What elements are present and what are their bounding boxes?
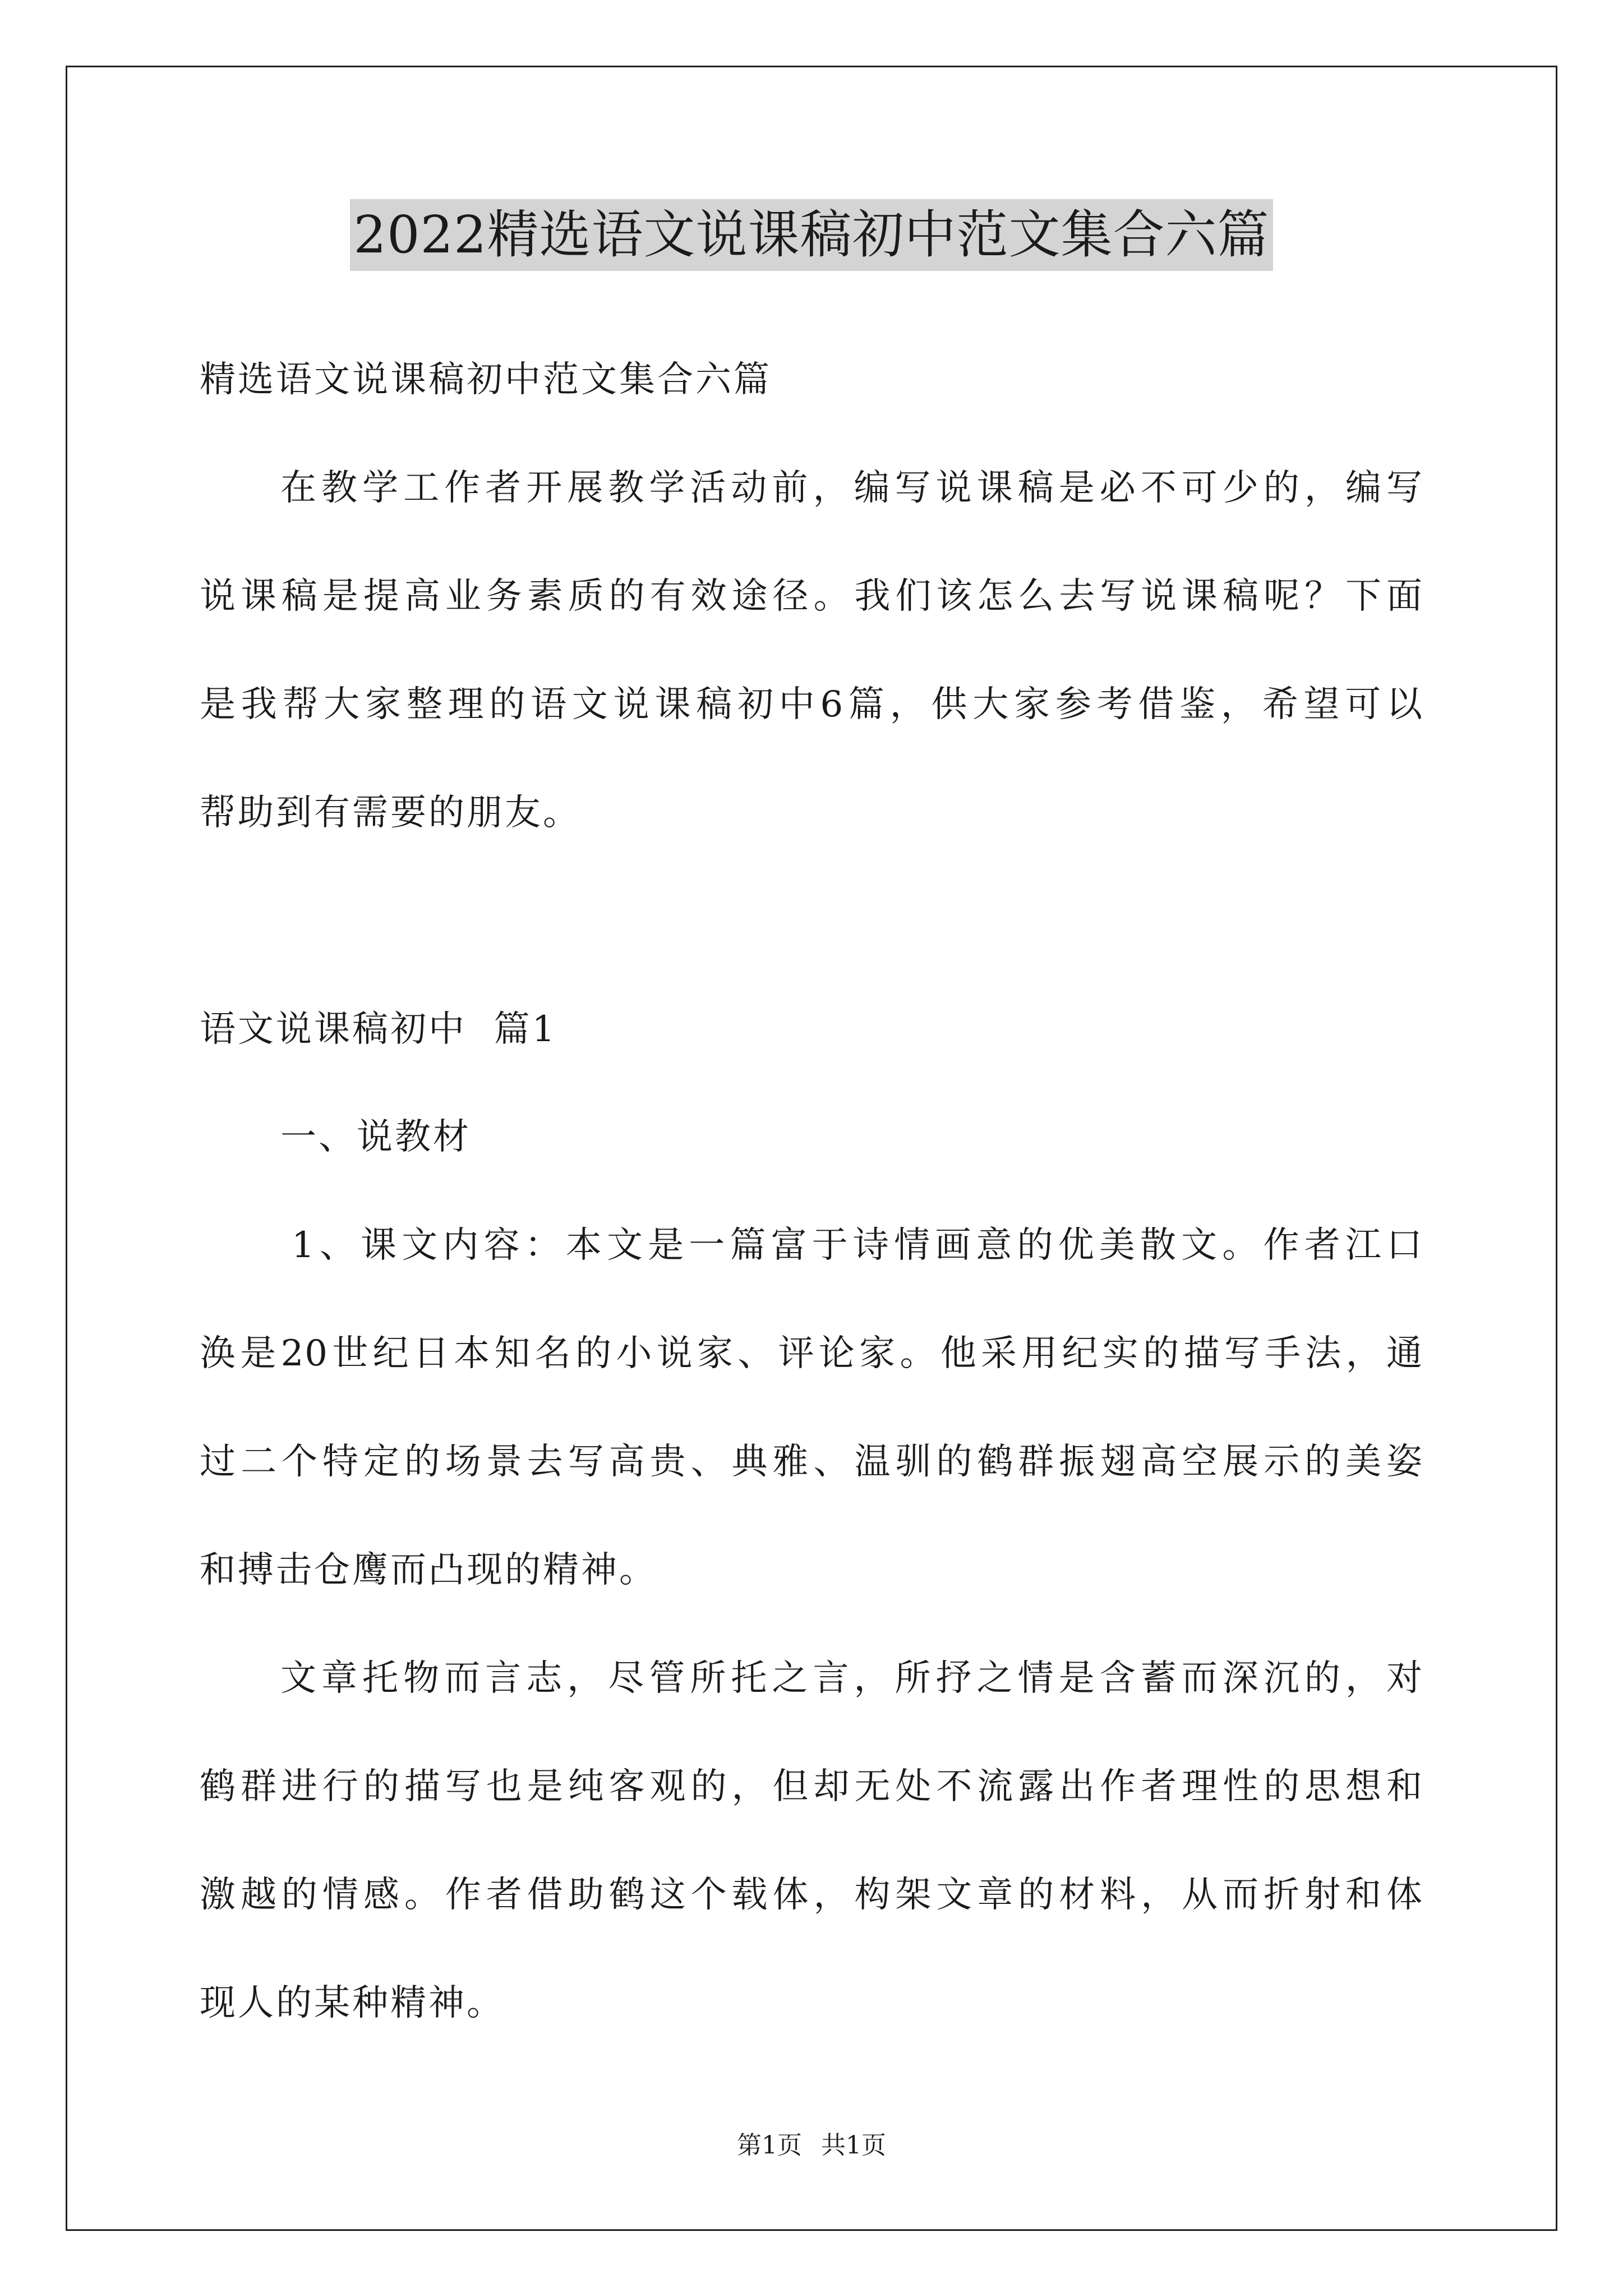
para2-line-3: 激越的情感。作者借助鹤这个载体，构架文章的材料，从而折射和体 — [200, 1874, 1423, 1916]
section-title: 语文说课稿初中 篇1 — [200, 1009, 557, 1050]
para1-line-4: 和搏击仓鹰而凸现的精神。 — [200, 1549, 657, 1591]
para1-line-2: 涣是20世纪日本知名的小说家、评论家。他采用纪实的描写手法，通 — [200, 1333, 1423, 1374]
page-footer — [0, 2129, 1623, 2162]
intro-line-3: 是我帮大家整理的语文说课稿初中6篇，供大家参考借鉴，希望可以 — [200, 684, 1423, 725]
para2-line-4: 现人的某种精神。 — [200, 1982, 505, 2024]
document-title: 2022精选语文说课稿初中范文集合六篇 — [350, 199, 1272, 271]
para1-line-3: 过二个特定的场景去写高贵、典雅、温驯的鹤群振翅高空展示的美姿 — [200, 1441, 1423, 1483]
intro-line-4: 帮助到有需要的朋友。 — [200, 792, 581, 834]
para2-line-1: 文章托物而言志，尽管所托之言，所抒之情是含蓄而深沉的，对 — [280, 1658, 1423, 1699]
intro-line-2: 说课稿是提高业务素质的有效途径。我们该怎么去写说课稿呢？下面 — [200, 576, 1423, 617]
intro-line-1: 在教学工作者开展教学活动前，编写说课稿是必不可少的，编写 — [280, 467, 1423, 509]
section-heading: 一、说教材 — [280, 1116, 471, 1158]
page-number-current: 第1页 — [737, 2131, 802, 2160]
page-number-total: 共1页 — [821, 2131, 886, 2160]
title-container — [0, 199, 1623, 271]
para2-line-2: 鹤群进行的描写也是纯客观的，但却无处不流露出作者理性的思想和 — [200, 1766, 1423, 1807]
document-subtitle: 精选语文说课稿初中范文集合六篇 — [200, 359, 772, 401]
para1-line-1: 1、课文内容：本文是一篇富于诗情画意的优美散文。作者江口 — [292, 1225, 1423, 1266]
